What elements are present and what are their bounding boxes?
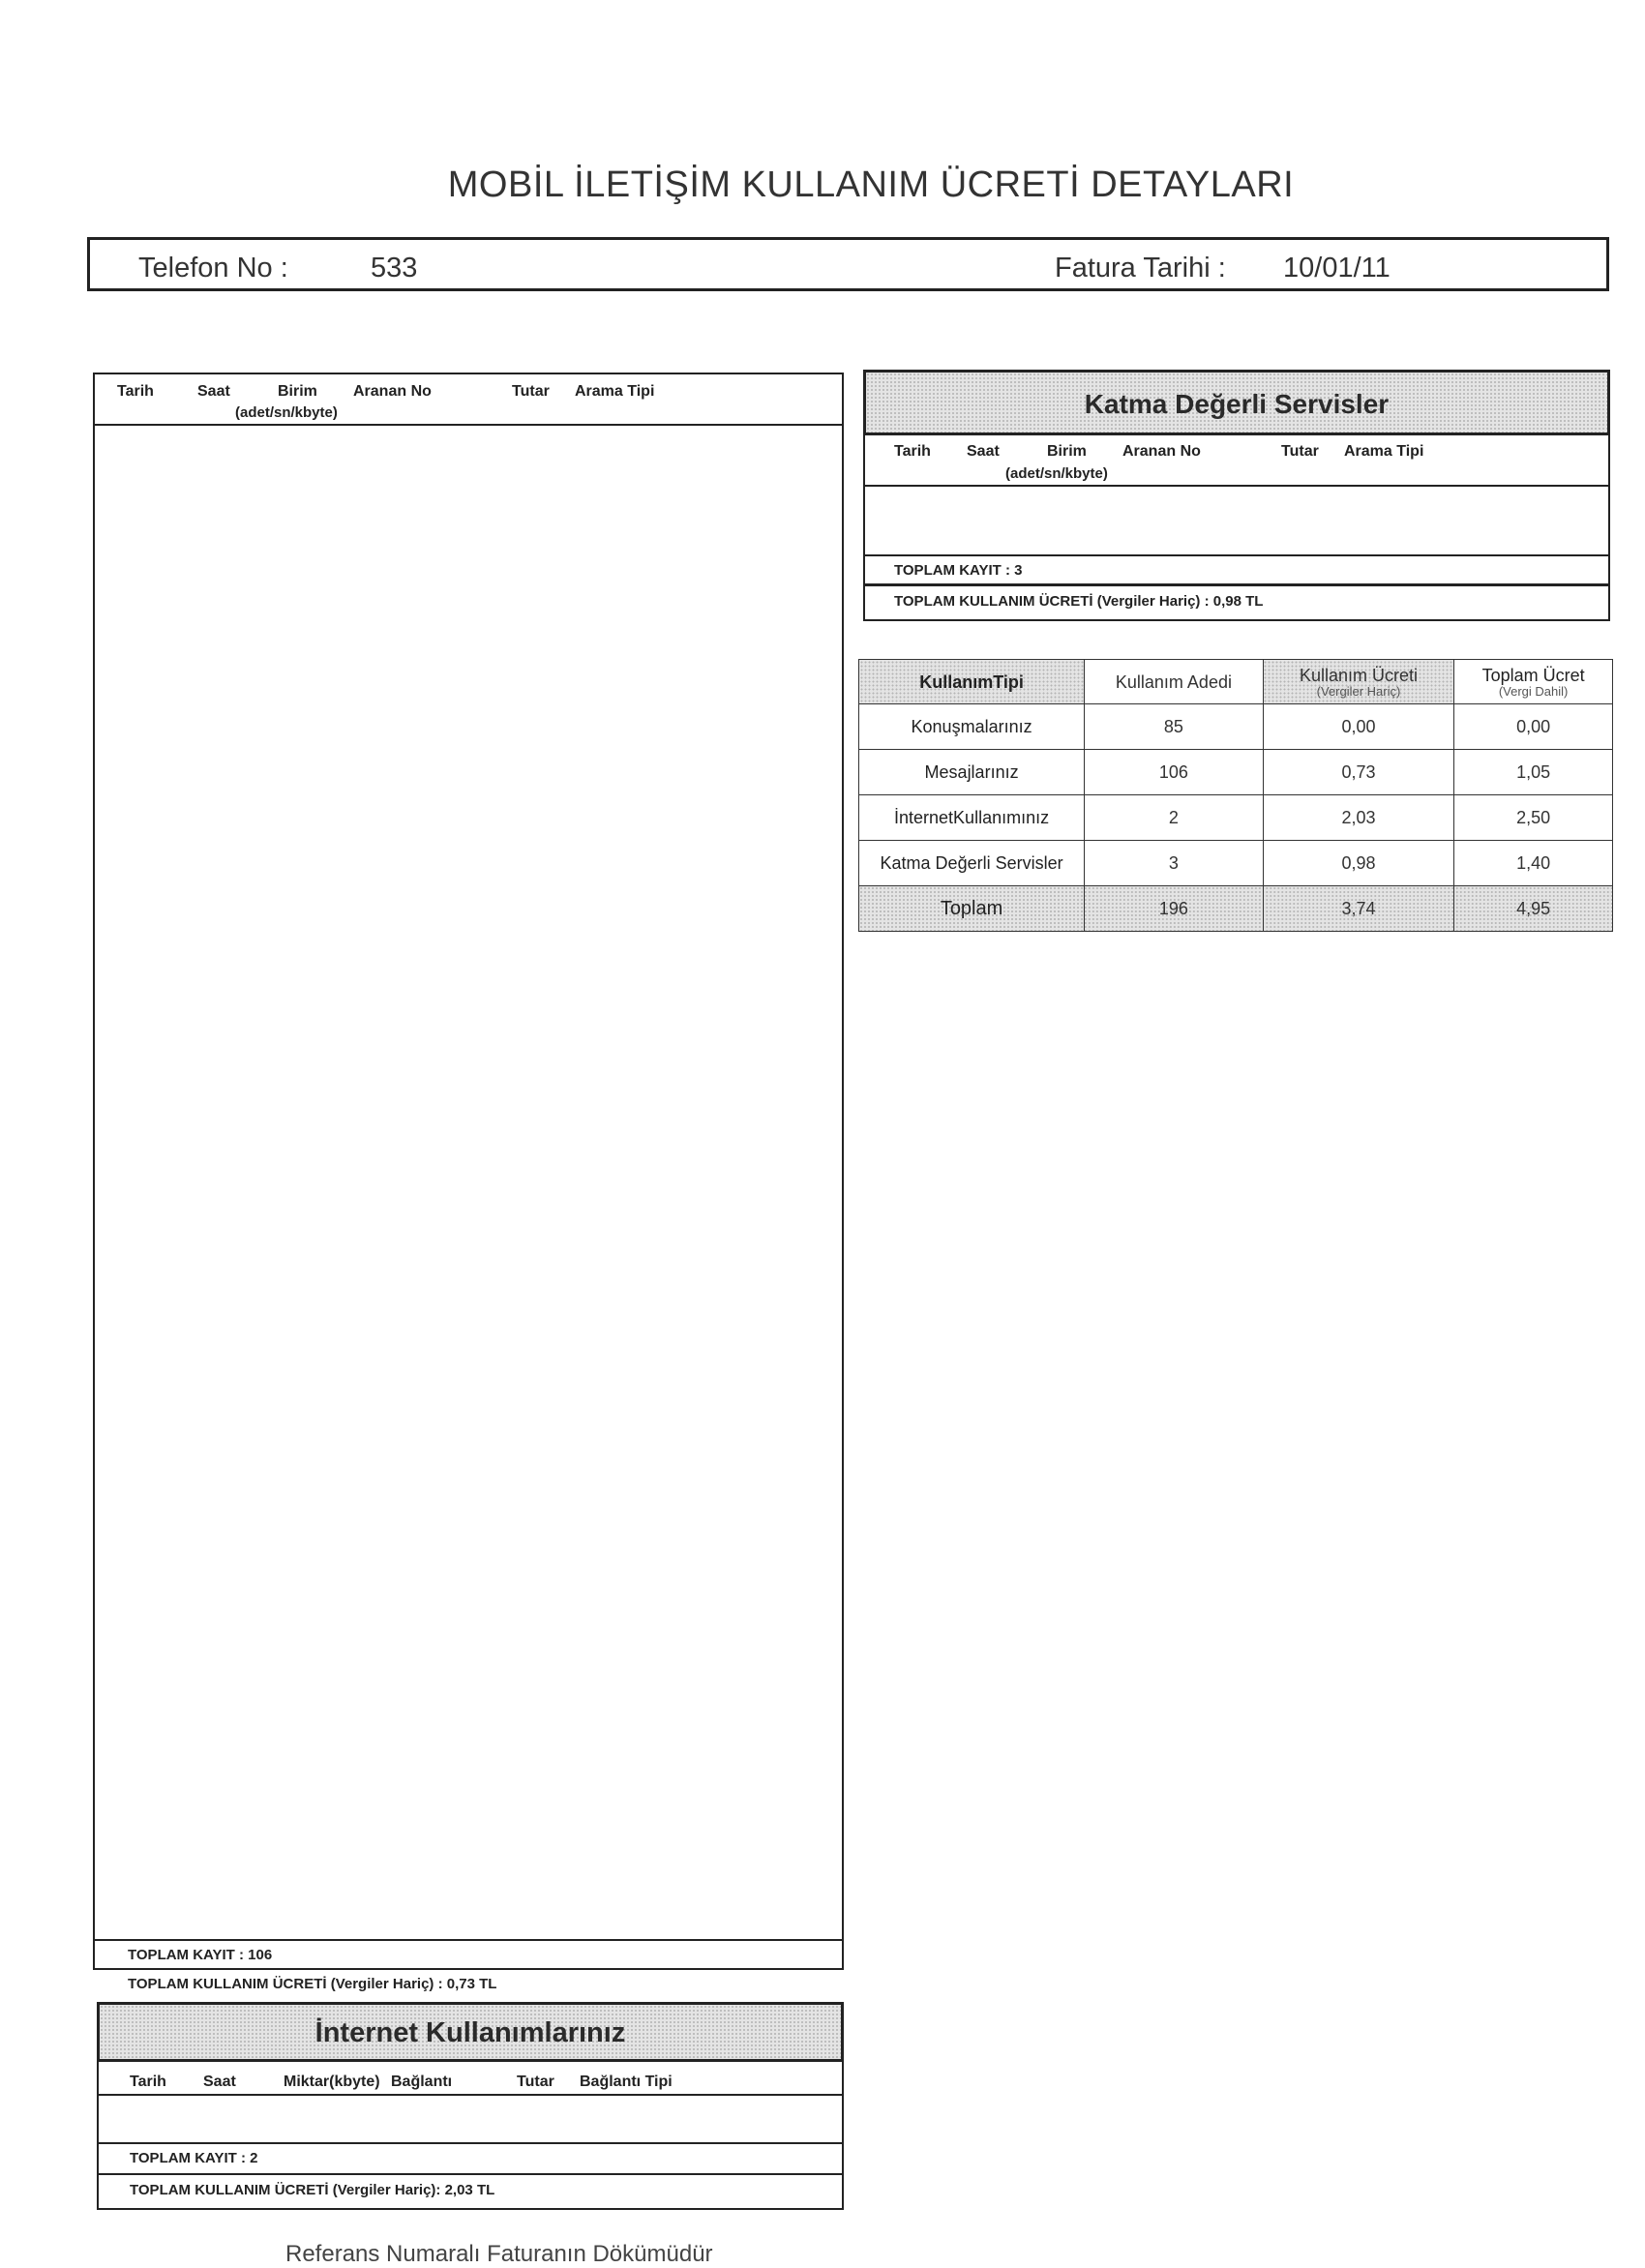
vas-total-fee: TOPLAM KULLANIM ÜCRETİ (Vergiler Hariç) : 0,98 TL: [894, 593, 1264, 610]
messages-total-records: TOPLAM KAYIT : 106: [128, 1947, 273, 1963]
col-tarih: Tarih: [117, 383, 154, 400]
header-total-sublabel: (Vergi Dahil): [1498, 683, 1569, 699]
internet-total-fee: TOPLAM KULLANIM ÜCRETİ (Vergiler Hariç): 2,03 TL: [130, 2182, 495, 2198]
vas-title-bar: [863, 370, 1610, 435]
header-toplam-ucret: [1454, 660, 1613, 704]
header-kullanim-tipi: [859, 660, 1085, 704]
col-baglanti-tipi: Bağlantı Tipi: [580, 2074, 673, 2090]
header-divider: [865, 485, 1608, 487]
footer-divider: [99, 2142, 842, 2144]
total-total: 4,95: [1454, 886, 1613, 932]
internet-total-records: TOPLAM KAYIT : 2: [130, 2150, 258, 2166]
row-total: 2,50: [1454, 795, 1613, 841]
row-type: Konuşmalarınız: [859, 704, 1085, 750]
row-fee: 0,00: [1263, 704, 1453, 750]
col-aranan-no: Aranan No: [353, 383, 432, 400]
col-birim: Birim: [1047, 443, 1087, 460]
footer-divider: [865, 554, 1608, 556]
col-saat: Saat: [967, 443, 1000, 460]
col-tutar: Tutar: [512, 383, 550, 400]
internet-panel: [97, 2062, 844, 2210]
row-type: Mesajlarınız: [859, 750, 1085, 795]
header-divider: [95, 424, 842, 426]
messages-total-fee: TOPLAM KULLANIM ÜCRETİ (Vergiler Hariç) : 0,73 TL: [128, 1976, 497, 1992]
row-total: 0,00: [1454, 704, 1613, 750]
footer-divider-2: [99, 2173, 842, 2175]
row-count: 3: [1085, 841, 1264, 886]
table-row: [859, 841, 1613, 886]
row-fee: 0,98: [1263, 841, 1453, 886]
page-title: MOBİL İLETİŞİM KULLANIM ÜCRETİ DETAYLARI: [447, 164, 1295, 205]
invoice-date-label: Fatura Tarihi :: [1055, 253, 1226, 284]
row-type: Katma Değerli Servisler: [859, 841, 1085, 886]
internet-title-bar: [97, 2002, 844, 2062]
col-miktar: Miktar(kbyte): [284, 2074, 380, 2090]
col-arama-tipi: Arama Tipi: [575, 383, 655, 400]
col-arama-tipi: Arama Tipi: [1344, 443, 1424, 460]
table-row: [859, 750, 1613, 795]
footer-divider-2: [865, 583, 1608, 586]
header-kullanim-ucreti: [1263, 660, 1453, 704]
phone-label: Telefon No :: [138, 253, 288, 284]
vas-section-title: Katma Değerli Servisler: [1084, 389, 1390, 419]
summary-total-row: [859, 886, 1613, 932]
col-tutar: Tutar: [1281, 443, 1319, 460]
total-type: Toplam: [859, 886, 1085, 932]
col-saat: Saat: [197, 383, 230, 400]
row-type: İnternetKullanımınız: [859, 795, 1085, 841]
usage-summary-table: [858, 659, 1613, 932]
col-tutar: Tutar: [517, 2074, 554, 2090]
header-total-label: Toplam Ücret: [1481, 665, 1585, 685]
divider: [97, 1968, 844, 1970]
col-birim-sub: (adet/sn/kbyte): [235, 404, 338, 421]
row-fee: 2,03: [1263, 795, 1453, 841]
col-tarih: Tarih: [894, 443, 931, 460]
row-count: 2: [1085, 795, 1264, 841]
total-fee: 3,74: [1263, 886, 1453, 932]
col-baglanti: Bağlantı: [391, 2074, 453, 2090]
header-fee-sublabel: (Vergiler Hariç): [1316, 683, 1401, 699]
footer-note: Referans Numaralı Faturanın Dökümüdür: [285, 2241, 713, 2267]
total-count: 196: [1085, 886, 1264, 932]
summary-header-row: [859, 660, 1613, 704]
invoice-date-value: 10/01/11: [1283, 253, 1391, 284]
messages-panel: [93, 373, 844, 1970]
header-type-label: KullanımTipi: [919, 671, 1024, 692]
table-row: [859, 795, 1613, 841]
row-total: 1,40: [1454, 841, 1613, 886]
vas-panel: [863, 435, 1610, 621]
row-total: 1,05: [1454, 750, 1613, 795]
row-fee: 0,73: [1263, 750, 1453, 795]
internet-section-title: İnternet Kullanımlarınız: [314, 2017, 626, 2048]
col-birim: Birim: [278, 383, 317, 400]
footer-divider: [95, 1939, 842, 1941]
phone-value: 533: [371, 253, 418, 284]
header-divider: [99, 2094, 842, 2096]
col-aranan-no: Aranan No: [1122, 443, 1201, 460]
vas-total-records: TOPLAM KAYIT : 3: [894, 562, 1023, 579]
col-saat: Saat: [203, 2074, 236, 2090]
header-fee-label: Kullanım Ücreti: [1299, 665, 1418, 685]
table-row: [859, 704, 1613, 750]
header-box: [87, 237, 1609, 291]
row-count: 85: [1085, 704, 1264, 750]
col-birim-sub: (adet/sn/kbyte): [1005, 465, 1108, 482]
row-count: 106: [1085, 750, 1264, 795]
header-kullanim-adedi: [1085, 660, 1264, 704]
col-tarih: Tarih: [130, 2074, 166, 2090]
header-count-label: Kullanım Adedi: [1115, 671, 1232, 692]
